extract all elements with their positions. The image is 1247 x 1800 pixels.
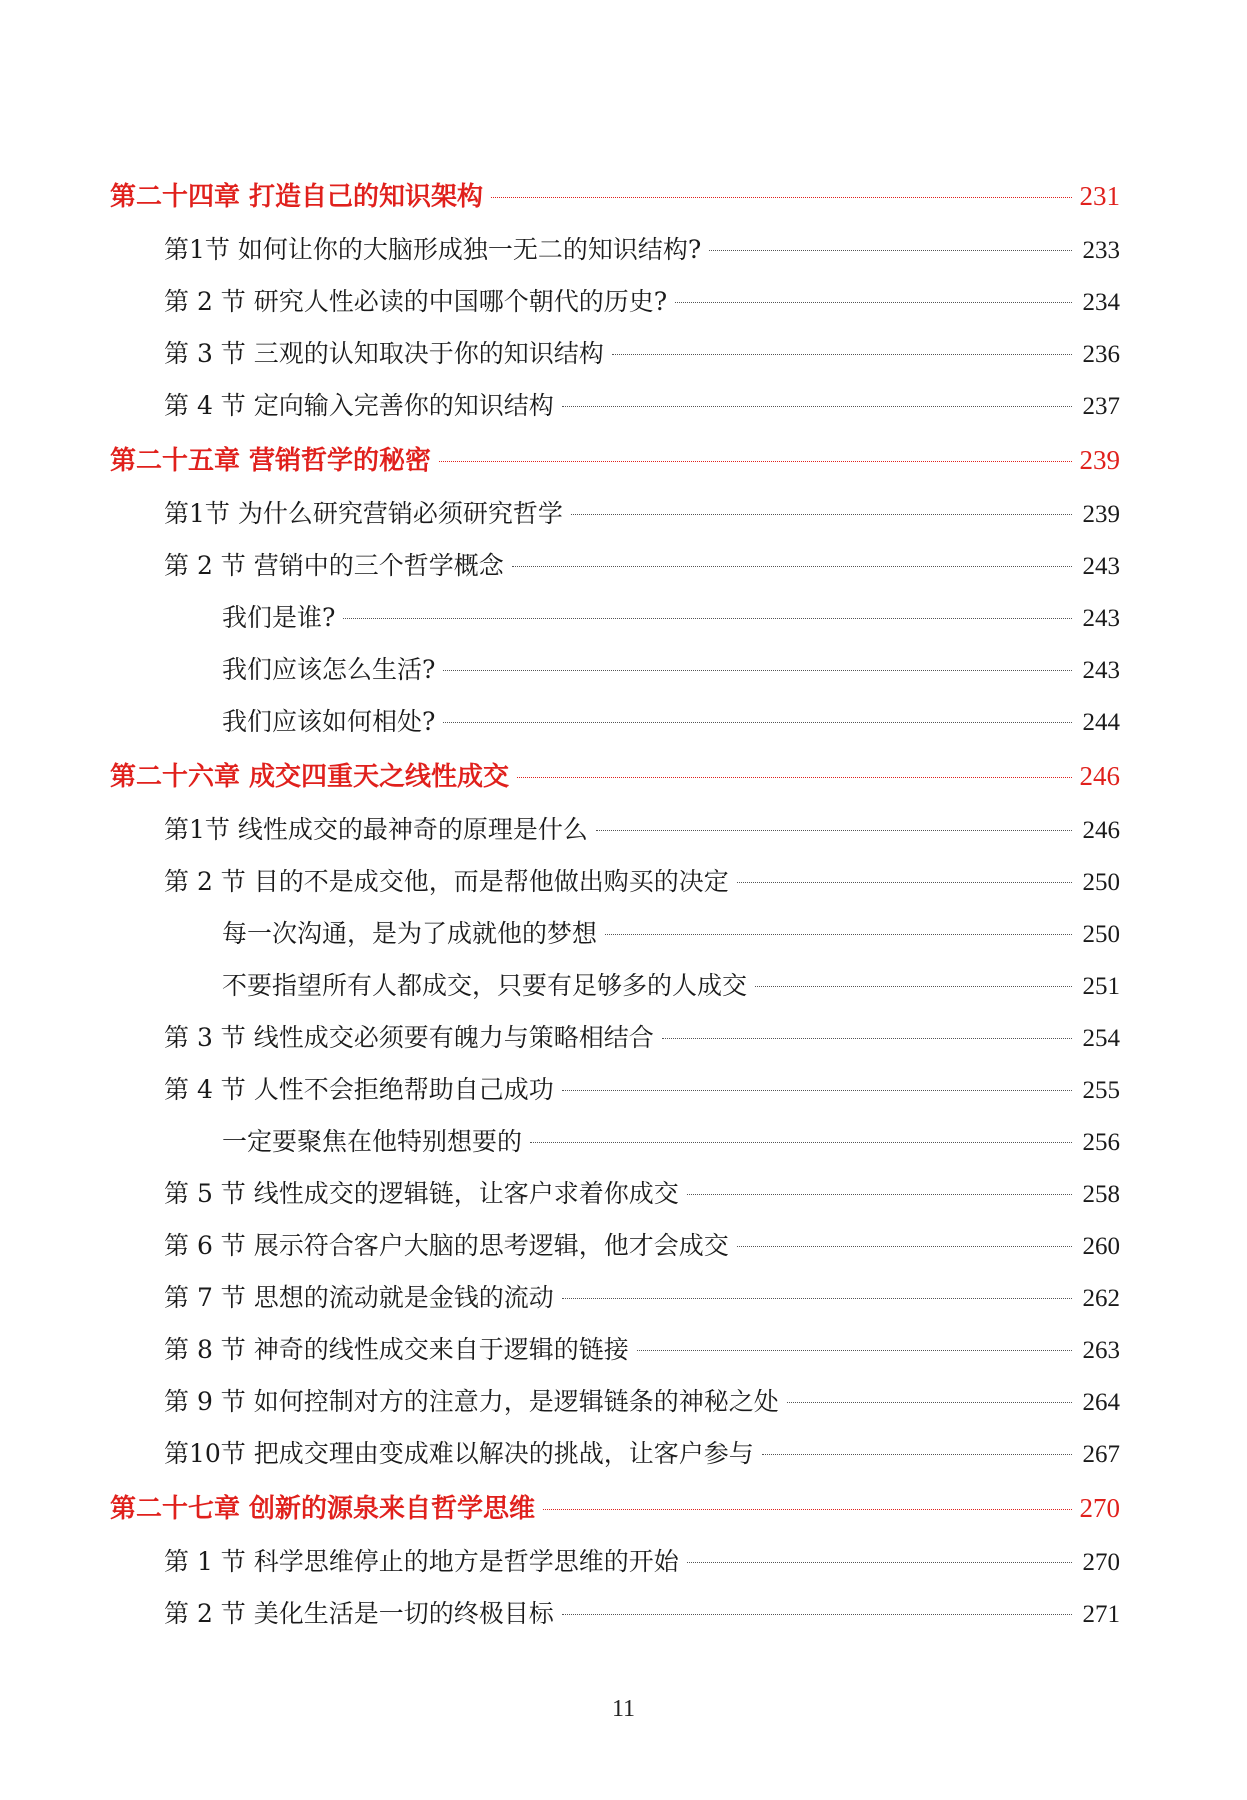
toc-subsection-entry xyxy=(110,960,1120,1012)
toc-section-entry xyxy=(110,1168,1120,1220)
dot-leader xyxy=(675,302,1072,303)
toc-section-entry xyxy=(110,1324,1120,1376)
toc-entry-title: 第 3 节 线性成交必须要有魄力与策略相结合 xyxy=(164,1023,654,1052)
toc-entry-page: 256 xyxy=(1082,1129,1120,1156)
toc-entry-page: 260 xyxy=(1082,1233,1120,1260)
toc-entry-page: 250 xyxy=(1082,869,1120,896)
toc-entry-title: 第 7 节 思想的流动就是金钱的流动 xyxy=(164,1283,554,1312)
toc-entry-title: 第 2 节 目的不是成交他，而是帮他做出购买的决定 xyxy=(164,867,729,896)
toc-subsection-entry xyxy=(110,592,1120,644)
dot-leader xyxy=(439,461,1072,462)
toc-entry-page: 231 xyxy=(1079,181,1120,211)
toc-section-entry xyxy=(110,1272,1120,1324)
toc-entry-page: 236 xyxy=(1082,341,1120,368)
toc-entry-title: 第 6 节 展示符合客户大脑的思考逻辑，他才会成交 xyxy=(164,1231,729,1260)
toc-section-entry xyxy=(110,276,1120,328)
dot-leader xyxy=(571,514,1072,515)
toc-entry-page: 239 xyxy=(1082,501,1120,528)
toc-entry-title: 我们应该怎么生活? xyxy=(222,655,436,684)
dot-leader xyxy=(612,354,1072,355)
toc-entry-page: 271 xyxy=(1082,1601,1120,1628)
toc-entry-title: 第 4 节 定向输入完善你的知识结构 xyxy=(164,391,554,420)
toc-entry-title: 第 3 节 三观的认知取决于你的知识结构 xyxy=(164,339,604,368)
dot-leader xyxy=(596,830,1072,831)
toc-section-entry xyxy=(110,380,1120,432)
toc-section-entry xyxy=(110,1012,1120,1064)
toc-entry-title: 第 2 节 研究人性必读的中国哪个朝代的历史? xyxy=(164,287,668,316)
toc-entry-title: 第 2 节 美化生活是一切的终极目标 xyxy=(164,1599,554,1628)
toc-entry-page: 267 xyxy=(1082,1441,1120,1468)
toc-section-entry xyxy=(110,328,1120,380)
toc-entry-title: 第1节 线性成交的最神奇的原理是什么 xyxy=(164,815,588,844)
toc-entry-page: 250 xyxy=(1082,921,1120,948)
toc-entry-title: 第二十六章 成交四重天之线性成交 xyxy=(110,762,510,792)
toc-section-entry xyxy=(110,540,1120,592)
toc-entry-title: 第 4 节 人性不会拒绝帮助自己成功 xyxy=(164,1075,554,1104)
toc-entry-page: 246 xyxy=(1079,761,1120,791)
toc-entry-title: 一定要聚焦在他特别想要的 xyxy=(222,1127,523,1156)
dot-leader xyxy=(491,197,1072,198)
toc-entry-title: 第二十五章 营销哲学的秘密 xyxy=(110,446,432,476)
dot-leader xyxy=(605,934,1072,935)
toc-entry-page: 246 xyxy=(1082,817,1120,844)
dot-leader xyxy=(517,777,1072,778)
toc-entry-title: 第 8 节 神奇的线性成交来自于逻辑的链接 xyxy=(164,1335,629,1364)
page-number: 11 xyxy=(611,1696,636,1722)
toc-entry-page: 239 xyxy=(1079,445,1120,475)
toc-chapter-entry xyxy=(110,432,1120,488)
dot-leader xyxy=(637,1350,1072,1351)
toc-entry-title: 第 9 节 如何控制对方的注意力，是逻辑链条的神秘之处 xyxy=(164,1387,779,1416)
toc-chapter-entry xyxy=(110,168,1120,224)
toc-subsection-entry xyxy=(110,644,1120,696)
toc-entry-page: 243 xyxy=(1082,657,1120,684)
toc-entry-title: 不要指望所有人都成交，只要有足够多的人成交 xyxy=(222,971,748,1000)
toc-entry-page: 255 xyxy=(1082,1077,1120,1104)
toc-entry-title: 每一次沟通，是为了成就他的梦想 xyxy=(222,919,598,948)
toc-entry-page: 254 xyxy=(1082,1025,1120,1052)
dot-leader xyxy=(737,882,1072,883)
dot-leader xyxy=(755,986,1072,987)
dot-leader xyxy=(562,1298,1072,1299)
toc-entry-page: 258 xyxy=(1082,1181,1120,1208)
toc-entry-page: 262 xyxy=(1082,1285,1120,1312)
dot-leader xyxy=(687,1194,1072,1195)
toc-section-entry xyxy=(110,804,1120,856)
dot-leader xyxy=(562,406,1072,407)
toc-section-entry xyxy=(110,224,1120,276)
dot-leader xyxy=(343,618,1072,619)
toc-section-entry xyxy=(110,1376,1120,1428)
dot-leader xyxy=(512,566,1072,567)
toc-chapter-entry xyxy=(110,1480,1120,1536)
toc-entry-page: 237 xyxy=(1082,393,1120,420)
dot-leader xyxy=(787,1402,1072,1403)
toc-section-entry xyxy=(110,1064,1120,1116)
toc-entry-title: 我们是谁? xyxy=(222,603,336,632)
toc-entry-title: 第10节 把成交理由变成难以解决的挑战，让客户参与 xyxy=(164,1439,754,1468)
toc-subsection-entry xyxy=(110,1116,1120,1168)
toc-section-entry xyxy=(110,1220,1120,1272)
toc-entry-title: 第1节 为什么研究营销必须研究哲学 xyxy=(164,499,563,528)
toc-entry-title: 第1节 如何让你的大脑形成独一无二的知识结构? xyxy=(164,235,702,264)
toc-entry-title: 第 5 节 线性成交的逻辑链，让客户求着你成交 xyxy=(164,1179,679,1208)
toc-chapter-entry xyxy=(110,748,1120,804)
dot-leader xyxy=(562,1614,1072,1615)
dot-leader xyxy=(543,1509,1072,1510)
toc-entry-page: 263 xyxy=(1082,1337,1120,1364)
toc-entry-title: 第 1 节 科学思维停止的地方是哲学思维的开始 xyxy=(164,1547,679,1576)
toc-section-entry xyxy=(110,1588,1120,1640)
dot-leader xyxy=(662,1038,1072,1039)
toc-entry-title: 第二十七章 创新的源泉来自哲学思维 xyxy=(110,1494,536,1524)
toc-subsection-entry xyxy=(110,908,1120,960)
toc-entry-page: 233 xyxy=(1082,237,1120,264)
toc-entry-page: 244 xyxy=(1082,709,1120,736)
toc-entry-page: 243 xyxy=(1082,553,1120,580)
dot-leader xyxy=(737,1246,1072,1247)
toc-entry-page: 234 xyxy=(1082,289,1120,316)
toc-section-entry xyxy=(110,1536,1120,1588)
toc-entry-page: 243 xyxy=(1082,605,1120,632)
toc-entry-title: 第二十四章 打造自己的知识架构 xyxy=(110,182,484,212)
toc-entry-title: 我们应该如何相处? xyxy=(222,707,436,736)
toc-section-entry xyxy=(110,488,1120,540)
dot-leader xyxy=(530,1142,1072,1143)
toc-entry-page: 270 xyxy=(1079,1493,1120,1523)
toc-section-entry xyxy=(110,856,1120,908)
table-of-contents xyxy=(110,168,1120,1640)
toc-subsection-entry xyxy=(110,696,1120,748)
dot-leader xyxy=(762,1454,1072,1455)
toc-entry-page: 270 xyxy=(1082,1549,1120,1576)
dot-leader xyxy=(443,722,1072,723)
dot-leader xyxy=(562,1090,1072,1091)
toc-entry-title: 第 2 节 营销中的三个哲学概念 xyxy=(164,551,504,580)
dot-leader xyxy=(443,670,1072,671)
toc-entry-page: 264 xyxy=(1082,1389,1120,1416)
toc-section-entry xyxy=(110,1428,1120,1480)
dot-leader xyxy=(687,1562,1072,1563)
toc-entry-page: 251 xyxy=(1082,973,1120,1000)
dot-leader xyxy=(709,250,1072,251)
